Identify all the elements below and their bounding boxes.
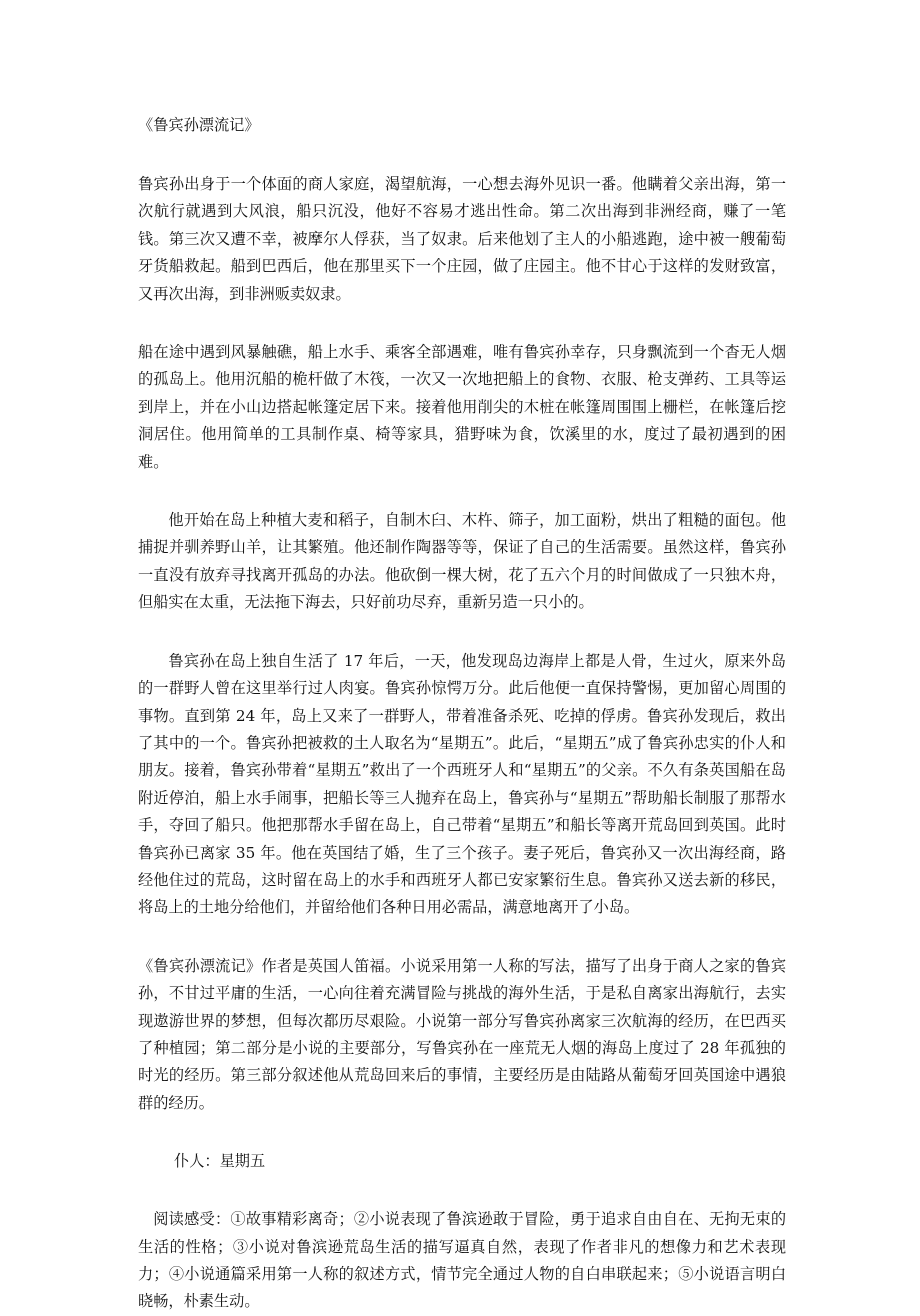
paragraph-background: 鲁宾孙出身于一个体面的商人家庭，渴望航海，一心想去海外见识一番。他瞒着父亲出海，第一次航行就遇到大风浪，船只沉没，他好不容易才逃出性命。第二次出海到非洲经商，赚了一笔钱。第三次又遭不幸，被摩尔人俘获，当了奴隶。后来他划了主人的小船逃跑，途中被一艘葡萄牙货船救起。船到巴西后，他在那里买下一个庄园，做了庄园主。他不甘心于这样的发财致富，又再次出海，到非洲贩卖奴隶。 [138,175,786,303]
document-title: 《鲁宾孙漂流记》 [138,116,260,134]
servant-line: 仆人：星期五 [174,1152,266,1171]
paragraph-friday: 鲁宾孙在岛上独自生活了 17 年后，一天，他发现岛边海岸上都是人骨，生过火，原来外岛的一群野人曾在这里举行过人肉宴。鲁宾孙惊愕万分。此后他便一直保持警惕，更加留心周围的事物。直到第 24 年，岛上又来了一群野人，带着准备杀死、吃掉的俘虏。鲁宾孙发现后，救出了其中的一个。鲁宾孙把被救的土人取名为“星期五”。此后，“星期五”成了鲁宾孙忠实的仆人和朋友。接着，鲁宾孙带着“星期五”救出了一个西班牙人和“星期五”的父亲。不久有条英国船在岛附近停泊，船上水手闹事，把船长等三人抛弃在岛上，鲁宾孙与“星期五”帮助船长制服了那帮水手，夺回了船只。他把那帮水手留在岛上，自己带着“星期五”和船长等离开荒岛回到英国。此时鲁宾孙已离家 35 年。他在英国结了婚，生了三个孩子。妻子死后，鲁宾孙又一次出海经商，路经他住过的荒岛，这时留在岛上的水手和西班牙人都已安家繁衍生息。鲁宾孙又送去新的移民，将岛上的土地分给他们，并留给他们各种日用必需品，满意地离开了小岛。 [138,651,786,917]
reading-notes: 阅读感受：①故事精彩离奇；②小说表现了鲁滨逊敢于冒险，勇于追求自由自在、无拘无束的生活的性格；③小说对鲁滨逊荒岛生活的描写逼真自然，表现了作者非凡的想像力和艺术表现力；④小说通篇采用第一人称的叙述方式，情节完全通过人物的自白串联起来；⑤小说语言明白晓畅，朴素生动。 [138,1210,786,1311]
paragraph-summary: 《鲁宾孙漂流记》作者是英国人笛福。小说采用第一人称的写法，描写了出身于商人之家的鲁宾孙，不甘过平庸的生活，一心向往着充满冒险与挑战的海外生活，于是私自离家出海航行，去实现遨游世界的梦想，但每次都历尽艰险。小说第一部分写鲁宾孙离家三次航海的经历，在巴西买了种植园；第二部分是小说的主要部分，写鲁宾孙在一座荒无人烟的海岛上度过了 28 年孤独的时光的经历。第三部分叙述他从荒岛回来后的事情，主要经历是由陆路从葡萄牙回英国途中遇狼群的经历。 [138,956,786,1112]
paragraph-island-life: 他开始在岛上种植大麦和稻子，自制木臼、木杵、筛子，加工面粉，烘出了粗糙的面包。他捕捉并驯养野山羊，让其繁殖。他还制作陶器等等，保证了自己的生活需要。虽然这样，鲁宾孙一直没有放弃寻找离开孤岛的办法。他砍倒一棵大树，花了五六个月的时间做成了一只独木舟，但船实在太重，无法拖下海去，只好前功尽弃，重新另造一只小的。 [138,511,786,612]
document-page [138,112,786,1316]
paragraph-shipwreck: 船在途中遇到风暴触礁，船上水手、乘客全部遇难，唯有鲁宾孙幸存，只身飘流到一个杳无人烟的孤岛上。他用沉船的桅杆做了木筏，一次又一次地把船上的食物、衣服、枪支弹药、工具等运到岸上，并在小山边搭起帐篷定居下来。接着他用削尖的木桩在帐篷周围围上栅栏，在帐篷后挖洞居住。他用简单的工具制作桌、椅等家具，猎野味为食，饮溪里的水，度过了最初遇到的困难。 [138,343,786,471]
